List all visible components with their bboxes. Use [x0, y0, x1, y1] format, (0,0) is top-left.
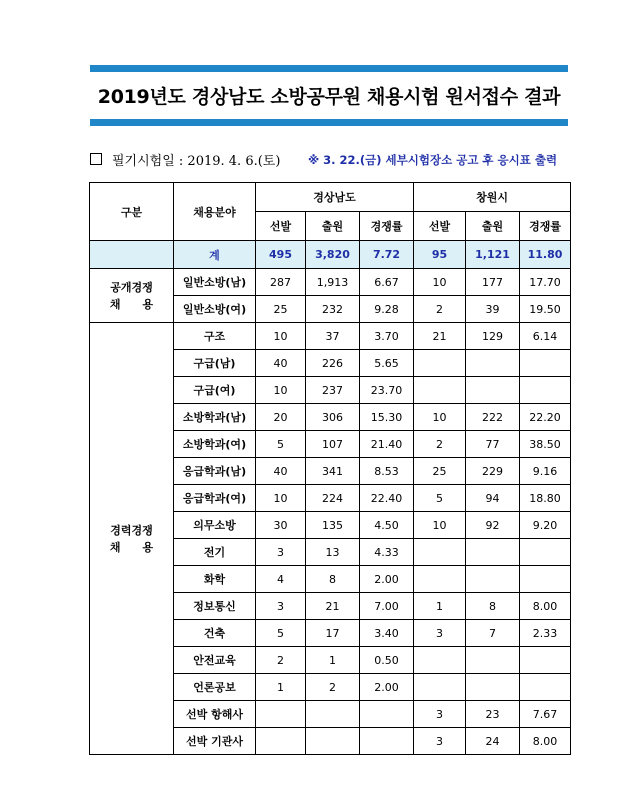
- total-cell: 7.72: [360, 241, 414, 269]
- field-cell: 전기: [174, 539, 256, 566]
- value-cell: 8: [466, 593, 520, 620]
- value-cell: 2.33: [520, 620, 571, 647]
- field-cell: 응급학과(남): [174, 458, 256, 485]
- value-cell: 19.50: [520, 296, 571, 323]
- value-cell: 3.70: [360, 323, 414, 350]
- value-cell: 18.80: [520, 485, 571, 512]
- value-cell: 3.40: [360, 620, 414, 647]
- category-label-line1: 경력경쟁: [110, 523, 153, 537]
- field-cell: 건축: [174, 620, 256, 647]
- value-cell: 135: [306, 512, 360, 539]
- value-cell: 10: [256, 377, 306, 404]
- value-cell: 21.40: [360, 431, 414, 458]
- value-cell: 5: [256, 431, 306, 458]
- value-cell: [466, 647, 520, 674]
- header-applicants: 출원: [306, 212, 360, 241]
- field-cell: 선박 항해사: [174, 701, 256, 728]
- total-cell: 3,820: [306, 241, 360, 269]
- value-cell: 10: [414, 269, 466, 296]
- value-cell: 2.00: [360, 566, 414, 593]
- field-cell: 응급학과(여): [174, 485, 256, 512]
- value-cell: 232: [306, 296, 360, 323]
- value-cell: 2: [414, 296, 466, 323]
- value-cell: [306, 701, 360, 728]
- value-cell: [414, 674, 466, 701]
- value-cell: 7: [466, 620, 520, 647]
- value-cell: 94: [466, 485, 520, 512]
- results-table: [89, 182, 571, 755]
- value-cell: 1,913: [306, 269, 360, 296]
- value-cell: 107: [306, 431, 360, 458]
- total-cell: 1,121: [466, 241, 520, 269]
- value-cell: 7.67: [520, 701, 571, 728]
- value-cell: 2: [306, 674, 360, 701]
- category-label-line1: 공개경쟁: [110, 280, 153, 294]
- notice-text: ※ 3. 22.(금) 세부시험장소 공고 후 응시표 출력: [308, 153, 558, 167]
- value-cell: 21: [414, 323, 466, 350]
- value-cell: 24: [466, 728, 520, 755]
- total-cell: 95: [414, 241, 466, 269]
- value-cell: 6.14: [520, 323, 571, 350]
- value-cell: 17: [306, 620, 360, 647]
- value-cell: [306, 728, 360, 755]
- field-cell: 구급(남): [174, 350, 256, 377]
- value-cell: [360, 728, 414, 755]
- field-cell: 소방학과(남): [174, 404, 256, 431]
- value-cell: [256, 728, 306, 755]
- total-label: 계: [174, 241, 256, 269]
- value-cell: 7.00: [360, 593, 414, 620]
- value-cell: 2: [414, 431, 466, 458]
- value-cell: 1: [414, 593, 466, 620]
- value-cell: 25: [414, 458, 466, 485]
- value-cell: [414, 647, 466, 674]
- value-cell: 341: [306, 458, 360, 485]
- field-cell: 선박 기관사: [174, 728, 256, 755]
- header-region-changwon: 창원시: [414, 183, 571, 212]
- exam-date: 필기시험일 : 2019. 4. 6.(토): [112, 154, 281, 169]
- header-selected: 선발: [414, 212, 466, 241]
- value-cell: 1: [306, 647, 360, 674]
- value-cell: 22.40: [360, 485, 414, 512]
- value-cell: 77: [466, 431, 520, 458]
- value-cell: [466, 674, 520, 701]
- value-cell: 5: [256, 620, 306, 647]
- value-cell: [520, 674, 571, 701]
- value-cell: 5.65: [360, 350, 414, 377]
- value-cell: [466, 377, 520, 404]
- total-cell: 11.80: [520, 241, 571, 269]
- field-cell: 구조: [174, 323, 256, 350]
- field-cell: 정보통신: [174, 593, 256, 620]
- page-title: 2019년도 경상남도 소방공무원 채용시험 원서접수 결과: [97, 86, 561, 108]
- value-cell: 9.28: [360, 296, 414, 323]
- value-cell: 10: [414, 512, 466, 539]
- value-cell: 237: [306, 377, 360, 404]
- value-cell: 6.67: [360, 269, 414, 296]
- header-ratio: 경쟁률: [520, 212, 571, 241]
- value-cell: [256, 701, 306, 728]
- value-cell: [520, 539, 571, 566]
- value-cell: [466, 350, 520, 377]
- value-cell: 13: [306, 539, 360, 566]
- value-cell: 92: [466, 512, 520, 539]
- value-cell: [414, 377, 466, 404]
- value-cell: 10: [256, 323, 306, 350]
- total-cell: 495: [256, 241, 306, 269]
- value-cell: [360, 701, 414, 728]
- value-cell: 4.33: [360, 539, 414, 566]
- value-cell: 22.20: [520, 404, 571, 431]
- value-cell: 3: [414, 620, 466, 647]
- value-cell: 15.30: [360, 404, 414, 431]
- value-cell: 222: [466, 404, 520, 431]
- total-row: [90, 241, 571, 269]
- value-cell: 40: [256, 350, 306, 377]
- value-cell: 23: [466, 701, 520, 728]
- value-cell: 9.16: [520, 458, 571, 485]
- value-cell: 3: [414, 701, 466, 728]
- header-category: 구분: [90, 183, 174, 241]
- value-cell: 0.50: [360, 647, 414, 674]
- category-cell: [90, 323, 174, 755]
- total-blank-cell: [90, 241, 174, 269]
- table-row: [90, 269, 571, 296]
- value-cell: 129: [466, 323, 520, 350]
- value-cell: [520, 377, 571, 404]
- value-cell: 17.70: [520, 269, 571, 296]
- value-cell: 2: [256, 647, 306, 674]
- field-cell: 일반소방(남): [174, 269, 256, 296]
- value-cell: [414, 350, 466, 377]
- header-ratio: 경쟁률: [360, 212, 414, 241]
- value-cell: [520, 647, 571, 674]
- checkbox-icon: [90, 153, 102, 165]
- value-cell: 3: [256, 593, 306, 620]
- value-cell: 21: [306, 593, 360, 620]
- value-cell: [414, 566, 466, 593]
- value-cell: 229: [466, 458, 520, 485]
- header-row-1: [90, 183, 571, 212]
- value-cell: 226: [306, 350, 360, 377]
- value-cell: 25: [256, 296, 306, 323]
- field-cell: 구급(여): [174, 377, 256, 404]
- value-cell: [520, 566, 571, 593]
- value-cell: 1: [256, 674, 306, 701]
- value-cell: 40: [256, 458, 306, 485]
- field-cell: 화학: [174, 566, 256, 593]
- value-cell: 10: [256, 485, 306, 512]
- value-cell: 30: [256, 512, 306, 539]
- value-cell: 287: [256, 269, 306, 296]
- field-cell: 소방학과(여): [174, 431, 256, 458]
- value-cell: 177: [466, 269, 520, 296]
- value-cell: 9.20: [520, 512, 571, 539]
- value-cell: 37: [306, 323, 360, 350]
- value-cell: 2.00: [360, 674, 414, 701]
- value-cell: 8.00: [520, 728, 571, 755]
- value-cell: [466, 566, 520, 593]
- value-cell: 23.70: [360, 377, 414, 404]
- category-label-line2: 채 용: [109, 540, 154, 554]
- bottom-accent-bar: [90, 119, 568, 126]
- header-applicants: 출원: [466, 212, 520, 241]
- table-row: [90, 323, 571, 350]
- header-selected: 선발: [256, 212, 306, 241]
- value-cell: 3: [256, 539, 306, 566]
- field-cell: 의무소방: [174, 512, 256, 539]
- value-cell: 38.50: [520, 431, 571, 458]
- value-cell: [414, 539, 466, 566]
- field-cell: 언론공보: [174, 674, 256, 701]
- value-cell: 20: [256, 404, 306, 431]
- value-cell: 8.00: [520, 593, 571, 620]
- value-cell: 8.53: [360, 458, 414, 485]
- value-cell: 5: [414, 485, 466, 512]
- field-cell: 일반소방(여): [174, 296, 256, 323]
- header-field: 채용분야: [174, 183, 256, 241]
- header-region-gyeongnam: 경상남도: [256, 183, 414, 212]
- value-cell: 3: [414, 728, 466, 755]
- value-cell: 39: [466, 296, 520, 323]
- value-cell: [466, 539, 520, 566]
- field-cell: 안전교육: [174, 647, 256, 674]
- value-cell: 306: [306, 404, 360, 431]
- category-label-line2: 채 용: [109, 297, 154, 311]
- value-cell: 4: [256, 566, 306, 593]
- value-cell: 4.50: [360, 512, 414, 539]
- top-accent-bar: [90, 65, 568, 72]
- value-cell: 8: [306, 566, 360, 593]
- value-cell: [520, 350, 571, 377]
- value-cell: 224: [306, 485, 360, 512]
- value-cell: 10: [414, 404, 466, 431]
- category-cell: [90, 269, 174, 323]
